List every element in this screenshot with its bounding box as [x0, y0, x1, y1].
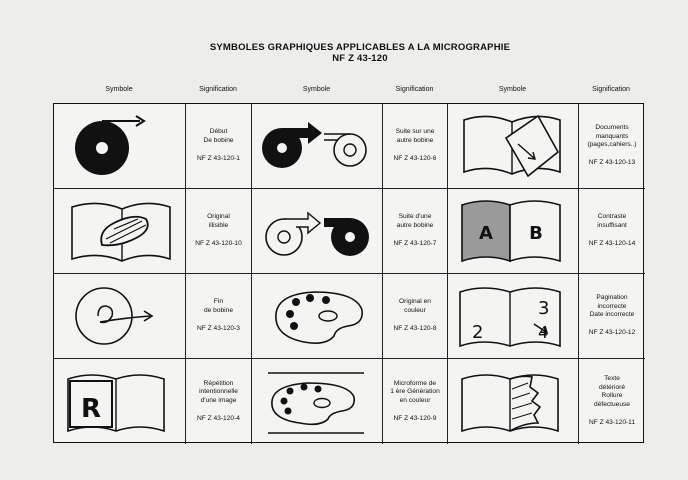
- standard-code: NF Z 43-120-10: [195, 240, 242, 248]
- signification-line: Suite sur une: [395, 128, 435, 136]
- signification-cell: [186, 274, 252, 359]
- standard-code: NF Z 43-120-13: [588, 159, 636, 167]
- signification-cell: [579, 359, 645, 444]
- signification-line: d'une image: [200, 396, 237, 404]
- signification-line: Microforme de: [393, 379, 437, 387]
- signification-line: de bobine: [204, 306, 233, 314]
- page-number-right-bottom: 4: [538, 323, 549, 342]
- standard-code: NF Z 43-120-3: [197, 325, 240, 333]
- signification-cell: [383, 274, 448, 359]
- signification-line: Pagination: [596, 294, 628, 302]
- signification-line: autre bobine: [396, 221, 434, 229]
- continued-from-reel-icon: [252, 189, 383, 274]
- signification-cell: [579, 189, 645, 274]
- signification-cell: [579, 274, 645, 359]
- signification-line: autre bobine: [396, 136, 434, 144]
- signification-line: Date incorrecte: [589, 311, 635, 318]
- reel-start-icon: [54, 104, 186, 189]
- symbols-table: [53, 103, 644, 443]
- signification-line: Original: [207, 213, 230, 221]
- document-title: [160, 42, 560, 64]
- signification-line: Documents: [595, 124, 629, 132]
- signification-line: Original en: [399, 298, 431, 306]
- missing-pages-icon: [448, 104, 579, 189]
- signification-line: défectueuse: [594, 400, 630, 408]
- symbol-cell: [54, 104, 186, 189]
- signification-line: Répétition: [203, 379, 234, 387]
- title-line-2: NF Z 43-120: [332, 53, 388, 64]
- header-signification-2: Signification: [395, 86, 434, 93]
- standard-code: NF Z 43-120-11: [588, 419, 636, 427]
- contrast-letter-b: B: [529, 223, 543, 244]
- symbol-cell: [54, 189, 186, 274]
- wrong-pagination-icon: [448, 274, 579, 359]
- standard-code: NF Z 43-120-12: [588, 329, 636, 337]
- symbol-cell: [448, 104, 579, 189]
- symbol-cell: [252, 359, 383, 444]
- signification-line: Suite d'une: [398, 213, 432, 221]
- page-number-left: 2: [472, 322, 484, 343]
- signification-cell: [186, 359, 252, 444]
- signification-line: incorrecte: [597, 302, 627, 310]
- standard-code: NF Z 43-120-1: [197, 155, 240, 163]
- signification-cell: [383, 359, 448, 444]
- color-original-icon: [252, 274, 383, 359]
- signification-line: 1 ère Génération: [390, 388, 440, 396]
- signification-cell: [579, 104, 645, 189]
- signification-line: Fin: [213, 298, 224, 306]
- header-signification-1: Signification: [199, 86, 237, 93]
- symbol-cell: [448, 274, 579, 359]
- header-signification-3: Signification: [592, 86, 630, 93]
- signification-line: détérioré: [598, 383, 626, 391]
- title-line-1: SYMBOLES GRAPHIQUES APPLICABLES A LA MICROGRAPHIE: [209, 42, 511, 53]
- header-symbole-3: Symbole: [498, 86, 527, 93]
- reel-end-icon: [54, 274, 186, 359]
- signification-line: Contraste: [597, 213, 627, 221]
- symbol-cell: [252, 189, 383, 274]
- damaged-text-icon: [448, 359, 579, 444]
- symbol-cell: [54, 359, 186, 444]
- signification-line: manquants: [595, 132, 629, 140]
- contrast-letter-a: A: [479, 223, 493, 244]
- signification-line: intentionnelle: [199, 388, 238, 396]
- repeat-letter: R: [80, 394, 102, 424]
- symbol-cell: [448, 359, 579, 444]
- symbol-cell: [252, 274, 383, 359]
- standard-code: NF Z 43-120-8: [393, 325, 437, 333]
- signification-cell: [383, 189, 448, 274]
- standard-code: NF Z 43-120-14: [588, 240, 636, 248]
- signification-line: (pages,cahiers..): [587, 141, 637, 148]
- page-number-right-top: 3: [538, 298, 550, 319]
- signification-line: Rollure: [601, 392, 623, 400]
- standard-code: NF Z 43-120-6: [393, 155, 437, 163]
- symbol-cell: [252, 104, 383, 189]
- intentional-repeat-icon: [54, 359, 186, 444]
- symbol-cell: [448, 189, 579, 274]
- signification-line: illisible: [208, 221, 229, 229]
- signification-line: en couleur: [399, 396, 431, 404]
- signification-line: couleur: [404, 306, 426, 314]
- signification-cell: [383, 104, 448, 189]
- symbol-cell: [54, 274, 186, 359]
- signification-line: insuffisant: [597, 221, 627, 229]
- header-symbole-2: Symbole: [302, 86, 331, 93]
- low-contrast-icon: [448, 189, 579, 274]
- signification-line: Texte: [604, 375, 620, 383]
- continued-reel-icon: [252, 104, 383, 189]
- standard-code: NF Z 43-120-7: [393, 240, 437, 248]
- standard-code: NF Z 43-120-9: [393, 414, 437, 422]
- signification-cell: [186, 189, 252, 274]
- standard-code: NF Z 43-120-4: [197, 414, 240, 422]
- signification-line: Début: [209, 128, 228, 136]
- illegible-original-icon: [54, 189, 186, 274]
- signification-line: De bobine: [203, 136, 234, 144]
- signification-cell: [186, 104, 252, 189]
- header-symbole-1: Symbole: [105, 86, 133, 93]
- first-generation-microform-icon: [252, 359, 383, 444]
